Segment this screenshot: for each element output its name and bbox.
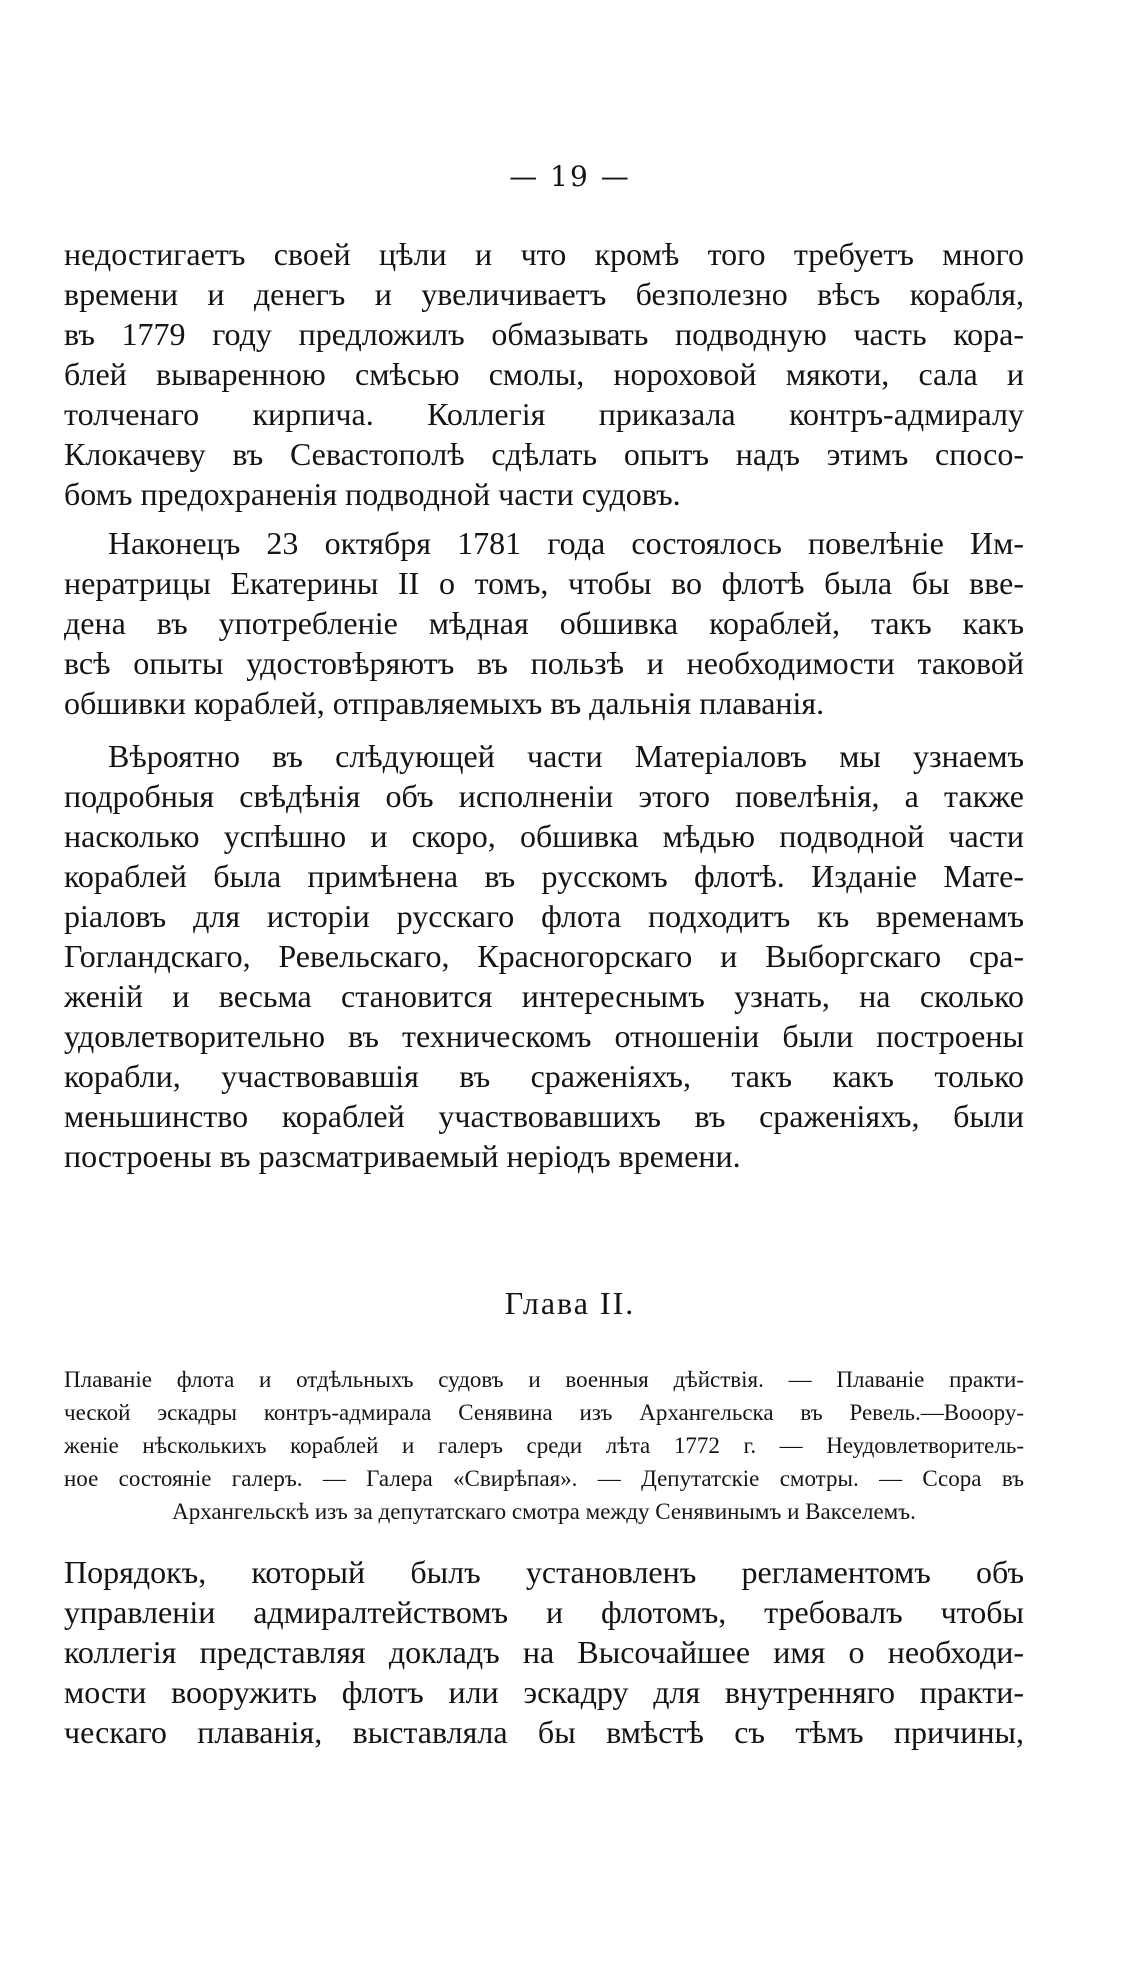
paragraph-1 bbox=[64, 234, 1024, 514]
text-line: бомъ предохраненія подводной части судовъ. bbox=[64, 476, 681, 512]
text-line: подробныя свѣдѣнія объ исполненіи этого повелѣнія, а также bbox=[64, 778, 1024, 814]
text-line: управленіи адмиралтействомъ и флотомъ, требовалъ чтобы bbox=[64, 1594, 1024, 1630]
text-line: коллегія представляя докладъ на Высочайшее имя о необходи- bbox=[64, 1634, 1024, 1670]
text-line: удовлетворительно въ техническомъ отношеніи были построены bbox=[64, 1018, 1024, 1054]
text-line: ріаловъ для исторіи русскаго флота подходитъ къ временамъ bbox=[64, 898, 1024, 934]
paragraph-3 bbox=[64, 736, 1024, 1176]
text-line: ческаго плаванія, выставляла бы вмѣстѣ съ тѣмъ причины, bbox=[64, 1714, 1024, 1750]
text-line: всѣ опыты удостовѣряютъ въ пользѣ и необходимости таковой bbox=[64, 645, 1024, 681]
text-line: Наконецъ 23 октября 1781 года состоялось повелѣніе Им- bbox=[108, 525, 1024, 561]
summary-line: Плаваніе флота и отдѣльныхъ судовъ и военныя дѣйствія. — Плаваніе практи- bbox=[64, 1367, 1024, 1392]
text-line: меньшинство кораблей участвовавшихъ въ сраженіяхъ, были bbox=[64, 1098, 1024, 1134]
text-line: толченаго кирпича. Коллегія приказала контръ-адмиралу bbox=[64, 396, 1024, 432]
paragraph-4 bbox=[64, 1552, 1024, 1752]
text-line: дена въ употребленіе мѣдная обшивка кораблей, такъ какъ bbox=[64, 605, 1024, 641]
text-line: нератрицы Екатерины II о томъ, чтобы во флотѣ была бы вве- bbox=[64, 565, 1024, 601]
chapter-summary bbox=[64, 1363, 1024, 1528]
summary-line: ческой эскадры контръ-адмирала Сенявина изъ Архангельска въ Ревель.—Вооору- bbox=[64, 1400, 1024, 1425]
text-line: корабли, участвовавшія въ сраженіяхъ, такъ какъ только bbox=[64, 1058, 1024, 1094]
summary-line: женіе нѣсколькихъ кораблей и галеръ среди лѣта 1772 г. — Неудовлетворитель- bbox=[64, 1433, 1024, 1458]
chapter-title: Глава II. bbox=[504, 1285, 636, 1321]
text-line: времени и денегъ и увеличиваетъ безполезно вѣсъ корабля, bbox=[64, 276, 1024, 312]
text-line: Порядокъ, который былъ установленъ регламентомъ объ bbox=[64, 1554, 1024, 1590]
text-line: Гогландскаго, Ревельскаго, Красногорскаго и Выборгскаго сра- bbox=[64, 938, 1024, 974]
text-line: Вѣроятно въ слѣдующей части Матеріаловъ мы узнаемъ bbox=[108, 738, 1024, 774]
page-number: — 19 — bbox=[509, 160, 631, 193]
text-line: построены въ разсматриваемый неріодъ времени. bbox=[64, 1138, 741, 1174]
summary-line: ное состояніе галеръ. — Галера «Свирѣпая». — Депутатскіе смотры. — Ссора въ bbox=[64, 1466, 1024, 1491]
text-line: кораблей была примѣнена въ русскомъ флотѣ. Изданіе Мате- bbox=[64, 858, 1024, 894]
text-line: обшивки кораблей, отправляемыхъ въ дальнія плаванія. bbox=[64, 685, 825, 721]
text-line: Клокачеву въ Севастополѣ сдѣлать опытъ надъ этимъ спосо- bbox=[64, 436, 1024, 472]
text-line: блей вываренною смѣсью смолы, нороховой мякоти, сала и bbox=[64, 356, 1024, 392]
text-line: недостигаетъ своей цѣли и что кромѣ того требуетъ много bbox=[64, 236, 1024, 272]
paragraph-2 bbox=[64, 523, 1024, 723]
summary-line: Архангельскѣ изъ за депутатскаго смотра между Сенявинымъ и Вакселемъ. bbox=[172, 1499, 916, 1524]
text-line: насколько успѣшно и скоро, обшивка мѣдью подводной части bbox=[64, 818, 1024, 854]
text-line: женій и весьма становится интереснымъ узнать, на сколько bbox=[64, 978, 1024, 1014]
text-line: мости вооружить флотъ или эскадру для внутренняго практи- bbox=[64, 1674, 1024, 1710]
text-line: въ 1779 году предложилъ обмазывать подводную часть кора- bbox=[64, 316, 1024, 352]
